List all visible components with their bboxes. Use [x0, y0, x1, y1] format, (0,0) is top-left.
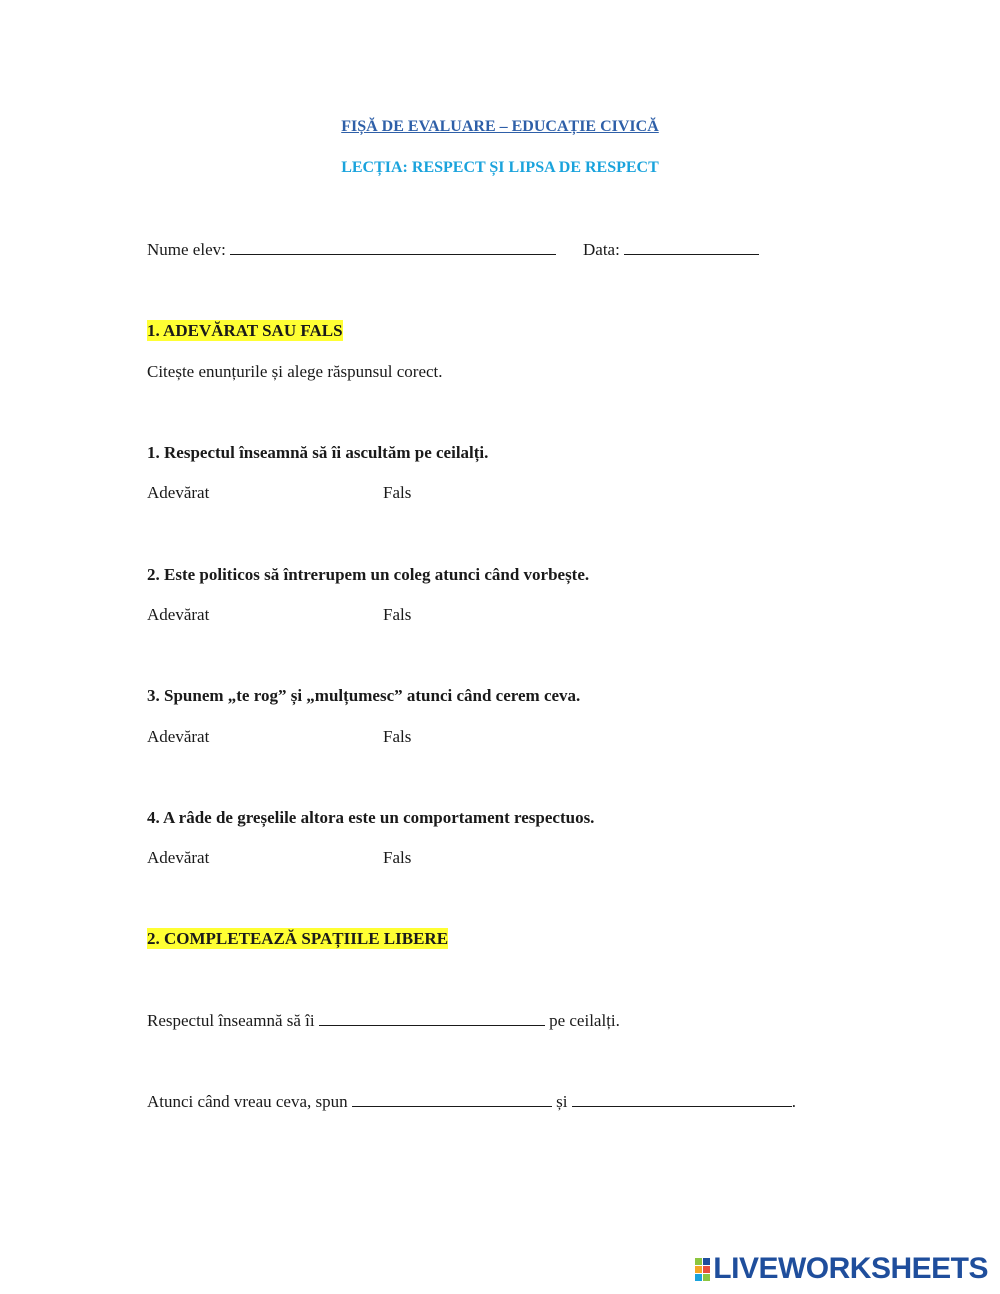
fill2-before: Atunci când vreau ceva, spun	[147, 1092, 348, 1111]
section2-title	[147, 929, 448, 949]
q3-option-true[interactable]: Adevărat	[147, 727, 210, 746]
fill1-before: Respectul înseamnă să îi	[147, 1011, 315, 1030]
section1-instruction: Citește enunțurile și alege răspunsul corect.	[147, 362, 443, 381]
liveworksheets-logo	[695, 1252, 988, 1286]
logo-text: LIVEWORKSHEETS	[713, 1252, 988, 1285]
q2-option-true[interactable]: Adevărat	[147, 605, 210, 624]
fill-sentence-2	[147, 1092, 796, 1112]
date-row	[583, 240, 759, 260]
section1-title	[147, 321, 343, 341]
worksheet-title: FIȘĂ DE EVALUARE – EDUCAȚIE CIVICĂ	[341, 118, 659, 135]
date-field[interactable]	[624, 240, 759, 255]
date-label: Data:	[583, 240, 620, 259]
fill1-blank[interactable]	[319, 1011, 545, 1026]
fill2-middle: și	[556, 1092, 568, 1111]
fill-sentence-1	[147, 1011, 620, 1031]
student-name-field[interactable]	[230, 240, 556, 255]
q1-option-true[interactable]: Adevărat	[147, 483, 210, 502]
fill2-blank-2[interactable]	[572, 1092, 792, 1107]
student-name-row	[147, 240, 556, 260]
q4-option-true[interactable]: Adevărat	[147, 848, 210, 867]
question-3: 3. Spunem „te rog” și „mulțumesc” atunci când cerem ceva.	[147, 686, 581, 705]
question-1: 1. Respectul înseamnă să îi ascultăm pe ceilalți.	[147, 443, 489, 462]
fill2-blank-1[interactable]	[352, 1092, 552, 1107]
lesson-subtitle: LECȚIA: RESPECT ȘI LIPSA DE RESPECT	[341, 159, 659, 176]
fill1-after: pe ceilalți.	[549, 1011, 620, 1030]
section1-title-text: 1. ADEVĂRAT SAU FALS	[147, 321, 343, 340]
q1-option-false[interactable]: Fals	[383, 483, 412, 502]
fill2-after: .	[791, 1092, 796, 1111]
q3-option-false[interactable]: Fals	[383, 727, 412, 746]
section2-title-text: 2. COMPLETEAZĂ SPAȚIILE LIBERE	[147, 929, 449, 948]
question-2: 2. Este politicos să întrerupem un coleg atunci când vorbește.	[147, 565, 590, 584]
q4-option-false[interactable]: Fals	[383, 848, 412, 867]
logo-mark-icon	[695, 1258, 710, 1281]
q2-option-false[interactable]: Fals	[383, 605, 412, 624]
question-4: 4. A râde de greșelile altora este un comportament respectuos.	[147, 808, 595, 827]
student-name-label: Nume elev:	[147, 240, 226, 259]
